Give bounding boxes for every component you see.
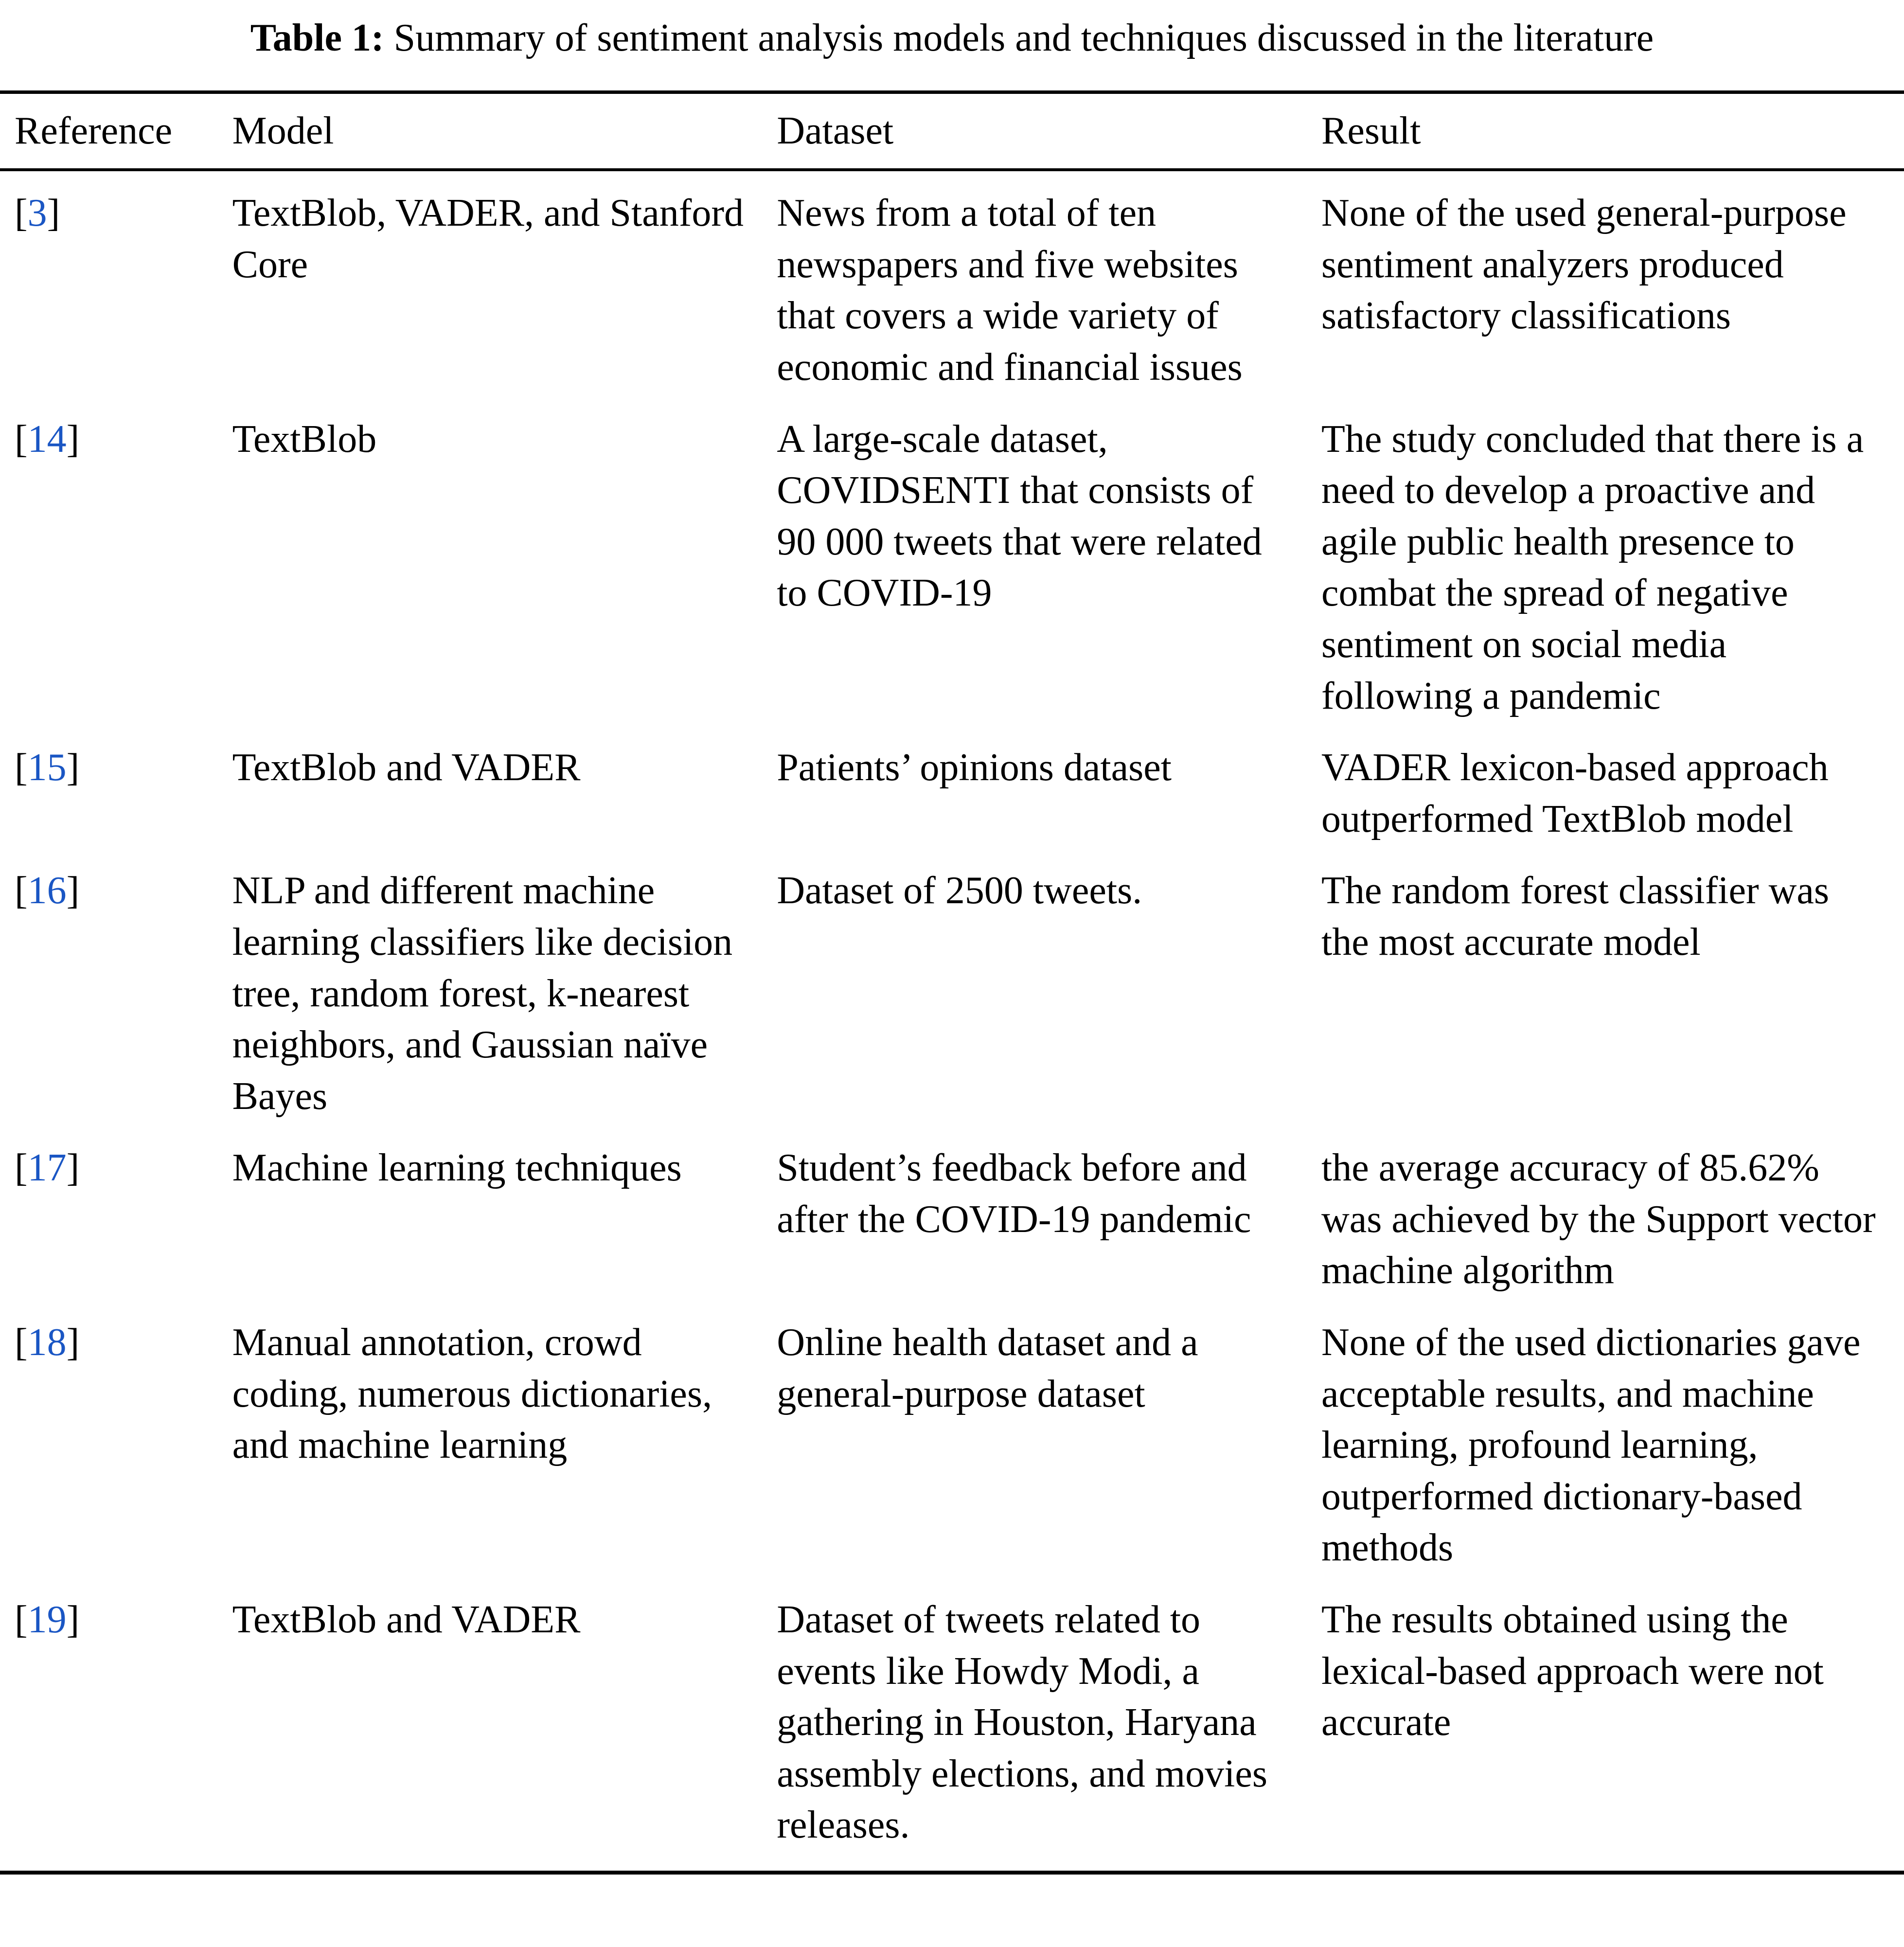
model-cell: Machine learning techniques	[232, 1146, 682, 1190]
model-cell: TextBlob and VADER	[232, 746, 581, 789]
model-cell: NLP and different machine learning classifiers like decision tree, random forest, k-nearest neighbors, and Gaussian naïve Bayes	[232, 869, 733, 1118]
citation-link[interactable]: 14	[27, 417, 67, 461]
dataset-cell: Patients’ opinions dataset	[777, 746, 1172, 789]
reference-cell: [14]	[15, 417, 80, 461]
citation-link[interactable]: 19	[27, 1598, 67, 1642]
citation-link[interactable]: 17	[27, 1146, 67, 1190]
result-cell: None of the used dictionaries gave acceptable results, and machine learning, profound learning, outperformed dictionary-based methods	[1321, 1321, 1861, 1570]
result-cell: The random forest classifier was the most accurate model	[1321, 869, 1830, 964]
model-cell: TextBlob, VADER, and Stanford Core	[232, 192, 744, 286]
dataset-cell: Dataset of tweets related to events like Howdy Modi, a gathering in Houston, Haryana assembly elections, and movies releases.	[777, 1598, 1267, 1847]
table-header-row	[0, 92, 1904, 170]
reference-cell: [17]	[15, 1146, 80, 1190]
dataset-cell: News from a total of ten newspapers and five websites that covers a wide variety of economic and financial issues	[777, 192, 1243, 389]
model-cell: TextBlob	[232, 417, 377, 461]
result-cell: The results obtained using the lexical-based approach were not accurate	[1321, 1598, 1824, 1744]
table-caption	[19, 13, 1885, 64]
table-caption-label: Table 1:	[250, 17, 384, 59]
dataset-cell: A large-scale dataset, COVIDSENTI that consists of 90 000 tweets that were related to COVID-19	[777, 417, 1262, 615]
dataset-cell: Online health dataset and a general-purpose dataset	[777, 1321, 1198, 1415]
citation-link[interactable]: 16	[27, 869, 67, 912]
table-row	[0, 170, 1904, 404]
column-header-reference: Reference	[0, 92, 232, 170]
table-row	[0, 1133, 1904, 1307]
table-row	[0, 1585, 1904, 1873]
table-caption-text: Summary of sentiment analysis models and techniques discussed in the literature	[393, 17, 1654, 59]
column-header-dataset: Dataset	[777, 92, 1321, 170]
table-header	[0, 92, 1904, 170]
column-header-result: Result	[1321, 92, 1904, 170]
result-cell: the average accuracy of 85.62% was achieved by the Support vector machine algorithm	[1321, 1146, 1876, 1292]
model-cell: TextBlob and VADER	[232, 1598, 581, 1642]
citation-link[interactable]: 15	[27, 746, 67, 789]
citation-link[interactable]: 3	[27, 192, 47, 235]
literature-summary-table	[0, 90, 1904, 1875]
table-row	[0, 856, 1904, 1133]
table-row	[0, 1307, 1904, 1585]
table-body	[0, 170, 1904, 1873]
model-cell: Manual annotation, crowd coding, numerous dictionaries, and machine learning	[232, 1321, 712, 1467]
result-cell: None of the used general-purpose sentiment analyzers produced satisfactory classifications	[1321, 192, 1847, 338]
table-row	[0, 404, 1904, 733]
dataset-cell: Student’s feedback before and after the COVID-19 pandemic	[777, 1146, 1251, 1241]
reference-cell: [18]	[15, 1321, 80, 1364]
dataset-cell: Dataset of 2500 tweets.	[777, 869, 1142, 912]
reference-cell: [16]	[15, 869, 80, 912]
citation-link[interactable]: 18	[27, 1321, 67, 1364]
reference-cell: [15]	[15, 746, 80, 789]
reference-cell: [19]	[15, 1598, 80, 1642]
table-row	[0, 732, 1904, 856]
column-header-model: Model	[232, 92, 777, 170]
result-cell: VADER lexicon-based approach outperformed TextBlob model	[1321, 746, 1829, 840]
result-cell: The study concluded that there is a need to develop a proactive and agile public health presence to combat the spread of negative sentiment on social media following a pandemic	[1321, 417, 1864, 717]
reference-cell: [3]	[15, 192, 60, 235]
